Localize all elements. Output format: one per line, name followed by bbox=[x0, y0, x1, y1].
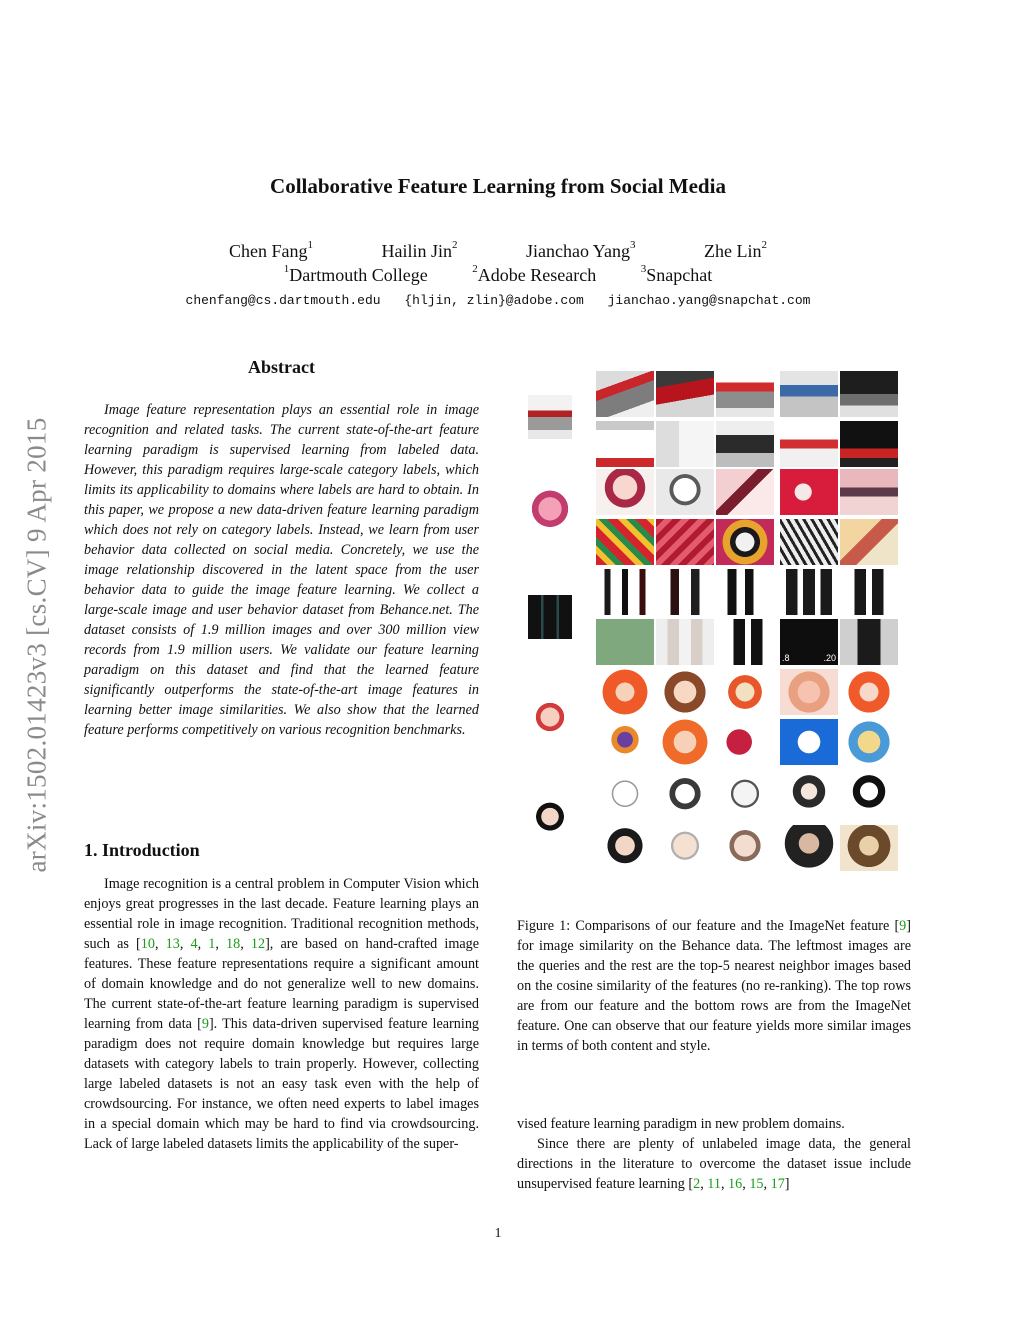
neighbor-image bbox=[596, 669, 654, 715]
email: chenfang@cs.dartmouth.edu bbox=[185, 293, 381, 308]
neighbor-image bbox=[840, 569, 898, 615]
thumbnail-label: .20 bbox=[823, 653, 836, 663]
citation-link[interactable]: 13 bbox=[165, 936, 180, 952]
neighbor-image bbox=[596, 825, 654, 871]
citation-link[interactable]: 10 bbox=[140, 936, 155, 952]
citation-link[interactable]: 9 bbox=[201, 1016, 209, 1032]
introduction-paragraph: Image recognition is a central problem in Computer Vision which enjoys great progresses in the last decade. Feature learning plays an essential role in image recognition. Traditional recognition methods, such as [10, 13, 4, 1, 18, 12], are based on hand-crafted image features. These feature representations require a significant amount of domain knowledge and do not generalize well to new domains. The current state-of-the-art feature learning paradigm is supervised learning from data [9]. This data-driven supervised feature learning paradigm does not require domain knowledge but requires large datasets with category labels to train properly. However, collecting large labeled datasets is not an easy task even with the help of crowdsourcing. For instance, we often need experts to label images in a special domain which may be hard to find via crowdsourcing. Lack of large labeled datasets limits the applicability of the super- bbox=[84, 876, 480, 1152]
neighbor-image bbox=[716, 773, 774, 819]
author-list bbox=[0, 241, 996, 262]
neighbor-image bbox=[596, 719, 654, 765]
neighbor-image bbox=[840, 371, 898, 417]
neighbor-image bbox=[780, 421, 838, 467]
author: Jianchao Yang$^3$ bbox=[526, 239, 636, 261]
author: Chen Fang$^1$ bbox=[229, 239, 313, 261]
paper-title: Collaborative Feature Learning from Social Media bbox=[270, 174, 726, 198]
neighbor-image bbox=[596, 371, 654, 417]
neighbor-image bbox=[716, 371, 774, 417]
neighbor-image bbox=[716, 519, 774, 565]
abstract-text: Image feature representation plays an essential role in image recognition and related tasks. The current state-of-the-art feature learning paradigm is supervised learning from labeled data. However, this paradigm requires large-scale category labels, which limits its applicability to domains where labels are hard to obtain. In this paper, we propose a new data-driven feature learning paradigm which does not rely on category labels. Instead, we learn from user behavior data collected on social media. Concretely, we use the image relationship discovered in the latent space from the user behavior data to guide the image feature learning. We collect a large-scale image and user behavior dataset from Behance.net. The dataset consists of 1.9 million images and over 300 million view records from 1.9 million users. We validate our feature learning paradigm on this dataset and find that the learned feature significantly outperforms the state-of-the-art image features in learning better image similarities. We also show that the learned feature performs competitively on various recognition benchmarks. bbox=[84, 402, 479, 738]
abstract-heading: Abstract bbox=[248, 357, 315, 377]
citation-link[interactable]: 12 bbox=[250, 936, 266, 952]
neighbor-image bbox=[716, 619, 774, 665]
figure-1-image-grid bbox=[528, 369, 900, 871]
neighbor-image bbox=[840, 619, 898, 665]
neighbor-image bbox=[780, 669, 838, 715]
neighbor-image bbox=[780, 619, 838, 665]
citation-link[interactable]: 16 bbox=[728, 1176, 743, 1192]
author: Zhe Lin$^2$ bbox=[704, 239, 767, 261]
neighbor-image bbox=[840, 519, 898, 565]
neighbor-image bbox=[656, 469, 714, 515]
neighbor-image bbox=[656, 421, 714, 467]
query-image bbox=[528, 489, 572, 533]
arxiv-side-identifier bbox=[12, 360, 62, 930]
neighbor-image bbox=[780, 773, 838, 819]
neighbor-image bbox=[596, 469, 654, 515]
neighbor-image bbox=[656, 825, 714, 871]
figure-1-caption: Figure 1: Comparisons of our feature and the ImageNet feature [9] for image similarity on the Behance data. The leftmost images are the queries and the rest are the top-5 nearest neighbor images based on the cosine similarity of the features (no re-ranking). The top rows are from our feature and the bottom rows are from the ImageNet feature. One can observe that our feature yields more similar images in terms of both content and style. bbox=[517, 918, 911, 1054]
neighbor-image bbox=[656, 569, 714, 615]
neighbor-image bbox=[840, 421, 898, 467]
citation-link[interactable]: 2 bbox=[693, 1176, 701, 1192]
neighbor-image bbox=[780, 371, 838, 417]
page-number: 1 bbox=[494, 1226, 502, 1241]
author: Hailin Jin$^2$ bbox=[381, 239, 458, 261]
affiliation-list bbox=[0, 265, 996, 286]
affiliation: $^2$Adobe Research bbox=[472, 263, 597, 285]
citation-link[interactable]: 4 bbox=[190, 936, 198, 952]
neighbor-image bbox=[656, 719, 714, 765]
neighbor-image bbox=[596, 619, 654, 665]
neighbor-image bbox=[780, 825, 838, 871]
citation-link[interactable]: 18 bbox=[226, 936, 241, 952]
thumbnail-label: .8 bbox=[782, 653, 790, 663]
citation-link[interactable]: 11 bbox=[707, 1176, 721, 1192]
neighbor-image bbox=[716, 669, 774, 715]
neighbor-image bbox=[840, 669, 898, 715]
neighbor-image bbox=[840, 719, 898, 765]
citation-link[interactable]: 15 bbox=[749, 1176, 764, 1192]
right-column-paragraph: Since there are plenty of unlabeled image data, the general directions in the literature to overcome the dataset issue include unsupervised feature learning [2, 11, 16, 15, 17] bbox=[517, 1136, 911, 1192]
neighbor-image bbox=[656, 371, 714, 417]
neighbor-image bbox=[840, 825, 898, 871]
query-image bbox=[528, 695, 572, 739]
email: {hljin, zlin}@adobe.com bbox=[404, 293, 584, 308]
citation-link[interactable]: 17 bbox=[770, 1176, 785, 1192]
neighbor-image bbox=[656, 619, 714, 665]
neighbor-image bbox=[596, 421, 654, 467]
neighbor-image bbox=[596, 773, 654, 819]
neighbor-image bbox=[656, 519, 714, 565]
affiliation: $^3$Snapchat bbox=[640, 263, 713, 285]
neighbor-image bbox=[780, 719, 838, 765]
neighbor-image bbox=[716, 825, 774, 871]
neighbor-image bbox=[780, 569, 838, 615]
email: jianchao.yang@snapchat.com bbox=[607, 293, 811, 308]
query-image bbox=[528, 799, 572, 843]
right-column-continuation: vised feature learning paradigm in new problem domains. bbox=[517, 1116, 845, 1132]
neighbor-image bbox=[840, 773, 898, 819]
neighbor-image bbox=[656, 773, 714, 819]
neighbor-image bbox=[596, 569, 654, 615]
neighbor-image bbox=[596, 519, 654, 565]
arxiv-id-text: arXiv:1502.01423v3 [cs.CV] 9 Apr 2015 bbox=[21, 417, 52, 873]
neighbor-image bbox=[780, 519, 838, 565]
neighbor-image bbox=[716, 421, 774, 467]
neighbor-image bbox=[716, 569, 774, 615]
citation-link[interactable]: 9 bbox=[899, 918, 907, 934]
neighbor-image bbox=[780, 469, 838, 515]
query-image bbox=[528, 595, 572, 639]
query-image bbox=[528, 395, 572, 439]
citation-link[interactable]: 1 bbox=[208, 936, 216, 952]
email-list bbox=[0, 293, 996, 308]
neighbor-image bbox=[716, 719, 774, 765]
section-heading-introduction: 1. Introduction bbox=[84, 840, 200, 860]
neighbor-image bbox=[656, 669, 714, 715]
neighbor-image bbox=[716, 469, 774, 515]
neighbor-image bbox=[840, 469, 898, 515]
affiliation: $^1$Dartmouth College bbox=[283, 263, 428, 285]
